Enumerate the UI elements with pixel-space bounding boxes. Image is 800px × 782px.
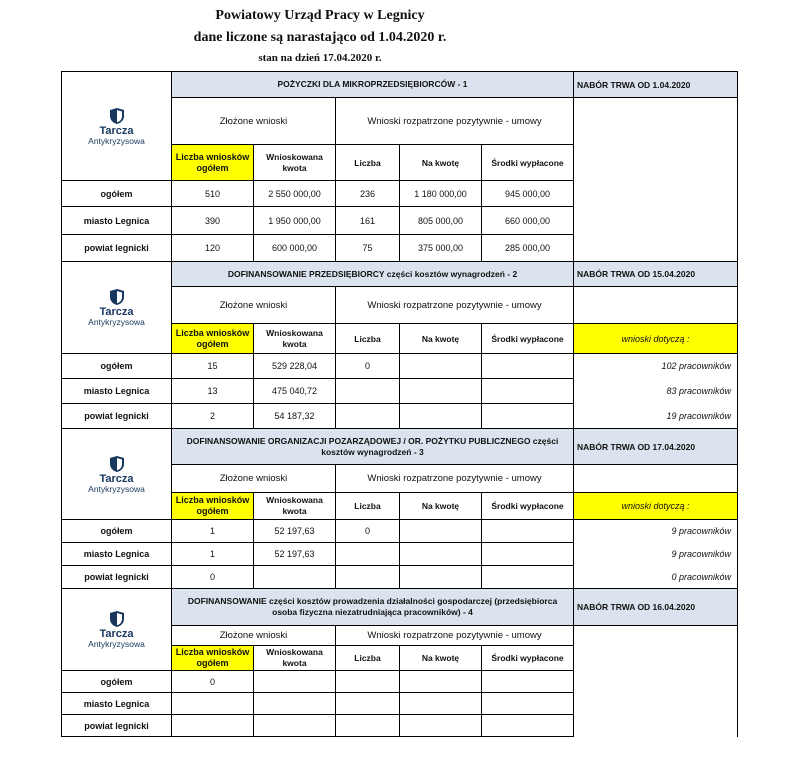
cell-wnioskowana-kwota: 2 550 000,00 xyxy=(254,181,336,207)
section-title: DOFINANSOWANIE ORGANIZACJI POZARZĄDOWEJ / OR. POŻYTKU PUBLICZNEGO części kosztów wynagrodzeń - 3 xyxy=(172,429,574,465)
row-label: miasto Legnica xyxy=(62,207,172,235)
tarcza-logo xyxy=(65,288,168,327)
employee-count-note: 19 pracowników xyxy=(574,404,738,429)
report-title: Powiatowy Urząd Pracy w Legnicy xyxy=(215,8,425,23)
cell-liczba-wnioskow: 1 xyxy=(172,520,254,543)
na-kwote-header: Na kwotę xyxy=(400,646,482,671)
cell-srodki: 660 000,00 xyxy=(482,207,574,235)
logo-text-1: Tarcza xyxy=(99,124,134,137)
cell-na-kwote xyxy=(400,693,482,715)
cell-srodki: 285 000,00 xyxy=(482,235,574,262)
cell-srodki: 945 000,00 xyxy=(482,181,574,207)
cell-na-kwote xyxy=(400,715,482,737)
cell-srodki xyxy=(482,715,574,737)
cell-srodki xyxy=(482,693,574,715)
nabor-date: NABÓR TRWA OD 1.04.2020 xyxy=(574,72,738,98)
cell-liczba-wnioskow xyxy=(172,715,254,737)
cell-liczba-wnioskow: 2 xyxy=(172,404,254,429)
table-row xyxy=(62,354,738,379)
cell-liczba-wnioskow: 510 xyxy=(172,181,254,207)
cell-liczba-wnioskow: 390 xyxy=(172,207,254,235)
zlozone-wnioski-header: Złożone wnioski xyxy=(172,287,336,324)
logo-text-2: Antykryzysowa xyxy=(88,483,145,494)
zlozone-wnioski-header: Złożone wnioski xyxy=(172,465,336,493)
statistics-table xyxy=(61,71,738,737)
employee-count-note: 83 pracowników xyxy=(574,379,738,404)
rozpatrzone-header: Wnioski rozpatrzone pozytywnie - umowy xyxy=(336,98,574,145)
cell-liczba xyxy=(336,671,400,693)
cell-srodki xyxy=(482,354,574,379)
nabor-date: NABÓR TRWA OD 15.04.2020 xyxy=(574,262,738,287)
srodki-header: Środki wypłacone xyxy=(482,493,574,520)
table-row xyxy=(62,379,738,404)
logo-cell xyxy=(62,262,172,354)
row-label: miasto Legnica xyxy=(62,379,172,404)
cell-liczba-wnioskow: 0 xyxy=(172,671,254,693)
liczba-header: Liczba xyxy=(336,145,400,181)
cell-liczba xyxy=(336,543,400,566)
srodki-header: Środki wypłacone xyxy=(482,145,574,181)
row-label: ogółem xyxy=(62,181,172,207)
report-subtitle: dane liczone są narastająco od 1.04.2020 r. xyxy=(193,30,447,45)
rozpatrzone-header: Wnioski rozpatrzone pozytywnie - umowy xyxy=(336,287,574,324)
cell-liczba-wnioskow: 1 xyxy=(172,543,254,566)
cell-wnioskowana-kwota xyxy=(254,566,336,589)
cell-liczba-wnioskow: 13 xyxy=(172,379,254,404)
wnioskowana-kwota-header: Wnioskowana kwota xyxy=(254,145,336,181)
cell-na-kwote xyxy=(400,520,482,543)
table-row xyxy=(62,715,738,737)
cell-srodki xyxy=(482,543,574,566)
logo-text-1: Tarcza xyxy=(99,472,134,485)
employee-count-note: 102 pracowników xyxy=(574,354,738,379)
rozpatrzone-header: Wnioski rozpatrzone pozytywnie - umowy xyxy=(336,626,574,646)
tarcza-logo xyxy=(65,455,168,494)
wnioski-dotycza-label: wnioski dotyczą : xyxy=(574,324,738,354)
wnioski-dotycza-label: wnioski dotyczą : xyxy=(574,493,738,520)
liczba-wnioskow-header: Liczba wniosków ogółem xyxy=(172,493,254,520)
section-title: DOFINANSOWANIE części kosztów prowadzenia działalności gospodarczej (przedsiębiorca osoba fizyczna niezatrudniająca pracowników) - 4 xyxy=(172,589,574,626)
row-label: powiat legnicki xyxy=(62,566,172,589)
shield-icon xyxy=(109,288,125,306)
tarcza-logo xyxy=(65,610,168,649)
logo-text-1: Tarcza xyxy=(99,306,134,318)
cell-wnioskowana-kwota xyxy=(254,693,336,715)
cell-liczba: 0 xyxy=(336,354,400,379)
na-kwote-header: Na kwotę xyxy=(400,493,482,520)
logo-text-1: Tarcza xyxy=(99,628,134,640)
cell-srodki xyxy=(482,671,574,693)
zlozone-wnioski-header: Złożone wnioski xyxy=(172,626,336,646)
table-row xyxy=(62,181,738,207)
tarcza-logo xyxy=(65,107,168,146)
cell-liczba: 0 xyxy=(336,520,400,543)
shield-icon xyxy=(109,610,125,628)
liczba-wnioskow-header: Liczba wniosków ogółem xyxy=(172,324,254,354)
cell-wnioskowana-kwota xyxy=(254,715,336,737)
cell-na-kwote: 1 180 000,00 xyxy=(400,181,482,207)
cell-wnioskowana-kwota: 54 187,32 xyxy=(254,404,336,429)
table-row xyxy=(62,671,738,693)
cell-liczba: 75 xyxy=(336,235,400,262)
cell-na-kwote xyxy=(400,671,482,693)
cell-liczba: 161 xyxy=(336,207,400,235)
row-label: ogółem xyxy=(62,520,172,543)
cell-liczba xyxy=(336,715,400,737)
cell-wnioskowana-kwota: 52 197,63 xyxy=(254,520,336,543)
table-row xyxy=(62,543,738,566)
cell-srodki xyxy=(482,520,574,543)
cell-liczba xyxy=(336,693,400,715)
logo-cell xyxy=(62,589,172,671)
cell-liczba xyxy=(336,566,400,589)
cell-liczba: 236 xyxy=(336,181,400,207)
table-row xyxy=(62,566,738,589)
table-row xyxy=(62,207,738,235)
cell-wnioskowana-kwota: 600 000,00 xyxy=(254,235,336,262)
liczba-header: Liczba xyxy=(336,646,400,671)
zlozone-wnioski-header: Złożone wnioski xyxy=(172,98,336,145)
logo-text-2: Antykryzysowa xyxy=(88,639,145,649)
cell-liczba xyxy=(336,404,400,429)
employee-count-note: 9 pracowników xyxy=(574,543,738,566)
table-row xyxy=(62,404,738,429)
cell-liczba xyxy=(336,379,400,404)
cell-wnioskowana-kwota: 1 950 000,00 xyxy=(254,207,336,235)
cell-na-kwote xyxy=(400,543,482,566)
liczba-header: Liczba xyxy=(336,493,400,520)
logo-cell xyxy=(62,72,172,181)
wnioskowana-kwota-header: Wnioskowana kwota xyxy=(254,493,336,520)
section-title: DOFINANSOWANIE PRZEDSIĘBIORCY części kosztów wynagrodzeń - 2 xyxy=(172,262,574,287)
employee-count-note: 0 pracowników xyxy=(574,566,738,589)
row-label: powiat legnicki xyxy=(62,404,172,429)
cell-wnioskowana-kwota: 475 040,72 xyxy=(254,379,336,404)
row-label: ogółem xyxy=(62,671,172,693)
na-kwote-header: Na kwotę xyxy=(400,324,482,354)
logo-text-2: Antykryzysowa xyxy=(88,317,145,327)
cell-na-kwote xyxy=(400,404,482,429)
row-label: miasto Legnica xyxy=(62,543,172,566)
cell-na-kwote xyxy=(400,379,482,404)
cell-liczba-wnioskow: 120 xyxy=(172,235,254,262)
row-label: miasto Legnica xyxy=(62,693,172,715)
na-kwote-header: Na kwotę xyxy=(400,145,482,181)
cell-wnioskowana-kwota xyxy=(254,671,336,693)
table-row xyxy=(62,235,738,262)
wnioskowana-kwota-header: Wnioskowana kwota xyxy=(254,324,336,354)
cell-srodki xyxy=(482,566,574,589)
shield-icon xyxy=(109,107,125,125)
cell-srodki xyxy=(482,379,574,404)
rozpatrzone-header: Wnioski rozpatrzone pozytywnie - umowy xyxy=(336,465,574,493)
logo-text-2: Antykryzysowa xyxy=(88,135,145,146)
nabor-date: NABÓR TRWA OD 17.04.2020 xyxy=(574,429,738,465)
cell-na-kwote: 375 000,00 xyxy=(400,235,482,262)
liczba-wnioskow-header: Liczba wniosków ogółem xyxy=(172,145,254,181)
section-title: POŻYCZKI DLA MIKROPRZEDSIĘBIORCÓW - 1 xyxy=(172,72,574,98)
nabor-date: NABÓR TRWA OD 16.04.2020 xyxy=(574,589,738,626)
row-label: ogółem xyxy=(62,354,172,379)
srodki-header: Środki wypłacone xyxy=(482,324,574,354)
liczba-header: Liczba xyxy=(336,324,400,354)
table-row xyxy=(62,693,738,715)
wnioskowana-kwota-header: Wnioskowana kwota xyxy=(254,646,336,671)
cell-wnioskowana-kwota: 52 197,63 xyxy=(254,543,336,566)
srodki-header: Środki wypłacone xyxy=(482,646,574,671)
table-row xyxy=(62,520,738,543)
cell-liczba-wnioskow: 0 xyxy=(172,566,254,589)
employee-count-note: 9 pracowników xyxy=(574,520,738,543)
cell-na-kwote xyxy=(400,566,482,589)
cell-liczba-wnioskow: 15 xyxy=(172,354,254,379)
shield-icon xyxy=(109,455,125,473)
cell-na-kwote: 805 000,00 xyxy=(400,207,482,235)
cell-liczba-wnioskow xyxy=(172,693,254,715)
cell-srodki xyxy=(482,404,574,429)
row-label: powiat legnicki xyxy=(62,235,172,262)
logo-cell xyxy=(62,429,172,520)
report-date: stan na dzień 17.04.2020 r. xyxy=(258,52,382,64)
cell-wnioskowana-kwota: 529 228,04 xyxy=(254,354,336,379)
liczba-wnioskow-header: Liczba wniosków ogółem xyxy=(172,646,254,671)
row-label: powiat legnicki xyxy=(62,715,172,737)
cell-na-kwote xyxy=(400,354,482,379)
